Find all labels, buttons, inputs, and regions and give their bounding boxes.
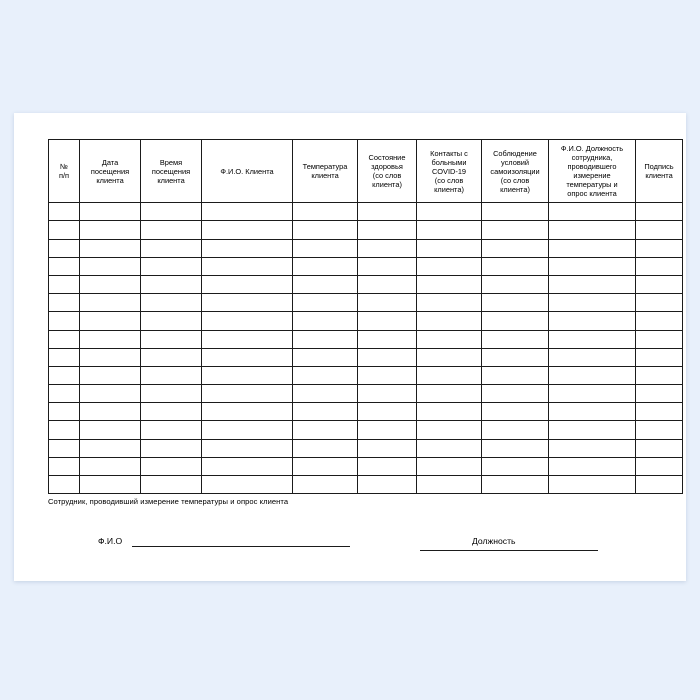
table-cell[interactable] (141, 203, 202, 221)
table-cell[interactable] (482, 294, 549, 312)
table-cell[interactable] (358, 421, 417, 439)
header-line: здоровья (371, 162, 403, 172)
header-line: (со слов (500, 175, 530, 185)
header-line: клиента (311, 171, 339, 181)
table-cell[interactable] (141, 385, 202, 403)
table-cell[interactable] (417, 366, 482, 384)
table-cell[interactable] (80, 421, 141, 439)
header-line: сотрудника, (571, 153, 613, 163)
header-line: п/п (58, 171, 70, 181)
column-header-self-isolation (482, 140, 549, 203)
table-cell[interactable] (49, 312, 80, 330)
table-cell[interactable] (293, 457, 358, 475)
table-row (49, 294, 683, 312)
table-cell[interactable] (80, 457, 141, 475)
table-cell[interactable] (293, 385, 358, 403)
table-cell[interactable] (417, 348, 482, 366)
table-cell[interactable] (293, 348, 358, 366)
table-cell[interactable] (417, 239, 482, 257)
table-cell[interactable] (549, 203, 636, 221)
table-cell[interactable] (49, 239, 80, 257)
table-cell[interactable] (49, 221, 80, 239)
table-cell[interactable] (49, 457, 80, 475)
table-cell[interactable] (141, 221, 202, 239)
table-cell[interactable] (293, 257, 358, 275)
table-cell[interactable] (141, 366, 202, 384)
client-visit-log-table (48, 139, 683, 494)
header-line: измерение (573, 171, 611, 181)
table-cell[interactable] (482, 476, 549, 494)
table-cell[interactable] (358, 348, 417, 366)
table-cell[interactable] (482, 403, 549, 421)
header-line: COVID-19 (431, 166, 467, 176)
header-line: самоизоляции (490, 166, 540, 176)
table-cell[interactable] (202, 203, 293, 221)
header-line: Соблюдение (493, 148, 537, 158)
table-cell[interactable] (49, 366, 80, 384)
table-cell[interactable] (49, 421, 80, 439)
header-line: Контакты с (430, 148, 468, 158)
table-cell[interactable] (80, 203, 141, 221)
table-cell[interactable] (49, 275, 80, 293)
table-cell[interactable] (636, 366, 683, 384)
header-line: Время (159, 157, 183, 167)
table-row (49, 275, 683, 293)
table-cell[interactable] (202, 312, 293, 330)
header-line: температуры и (566, 180, 618, 190)
table-cell[interactable] (482, 312, 549, 330)
table-cell[interactable] (636, 275, 683, 293)
table-cell[interactable] (49, 294, 80, 312)
table-row (49, 421, 683, 439)
table-row (49, 403, 683, 421)
header-line: клиента (157, 175, 185, 185)
table-cell[interactable] (417, 221, 482, 239)
table-cell[interactable] (141, 457, 202, 475)
table-cell[interactable] (482, 421, 549, 439)
position-input-line[interactable] (420, 550, 598, 551)
header-line: клиента (645, 171, 673, 181)
table-cell[interactable] (80, 348, 141, 366)
table-cell[interactable] (202, 457, 293, 475)
header-line: опрос клиента (567, 189, 617, 199)
table-row (49, 239, 683, 257)
table-cell[interactable] (417, 403, 482, 421)
table-cell[interactable] (417, 312, 482, 330)
table-cell[interactable] (549, 476, 636, 494)
table-cell[interactable] (80, 239, 141, 257)
table-cell[interactable] (636, 312, 683, 330)
table-cell[interactable] (417, 385, 482, 403)
column-header-client-name (202, 140, 293, 203)
table-cell[interactable] (636, 257, 683, 275)
table-cell[interactable] (202, 330, 293, 348)
table-row (49, 439, 683, 457)
header-line: клиента) (372, 180, 402, 190)
header-line: Состояние (368, 153, 406, 163)
table-cell[interactable] (549, 439, 636, 457)
header-line: клиента) (500, 184, 530, 194)
table-cell[interactable] (549, 403, 636, 421)
table-cell[interactable] (80, 366, 141, 384)
table-cell[interactable] (549, 239, 636, 257)
table-header (49, 140, 683, 203)
table-cell[interactable] (417, 275, 482, 293)
table-cell[interactable] (202, 257, 293, 275)
column-header-health-state (358, 140, 417, 203)
table-cell[interactable] (202, 366, 293, 384)
table-cell[interactable] (202, 294, 293, 312)
table-cell[interactable] (549, 385, 636, 403)
table-cell[interactable] (202, 403, 293, 421)
table-cell[interactable] (549, 366, 636, 384)
header-line: посещения (151, 166, 191, 176)
table-cell[interactable] (202, 421, 293, 439)
table-cell[interactable] (358, 330, 417, 348)
table-cell[interactable] (293, 366, 358, 384)
table-row (49, 330, 683, 348)
table-cell[interactable] (549, 330, 636, 348)
table-cell[interactable] (482, 457, 549, 475)
table-cell[interactable] (482, 330, 549, 348)
table-cell[interactable] (202, 476, 293, 494)
table-cell[interactable] (482, 366, 549, 384)
table-cell[interactable] (636, 330, 683, 348)
table-cell[interactable] (80, 257, 141, 275)
fio-input-line[interactable] (132, 546, 350, 547)
table-cell[interactable] (80, 221, 141, 239)
table-cell[interactable] (482, 257, 549, 275)
table-row (49, 203, 683, 221)
column-header-temperature (293, 140, 358, 203)
column-header-client-signature (636, 140, 683, 203)
paper-sheet (14, 113, 686, 581)
table-cell[interactable] (141, 257, 202, 275)
table-cell[interactable] (80, 294, 141, 312)
table-cell[interactable] (293, 439, 358, 457)
column-header-staff-name-position (549, 140, 636, 203)
table-cell[interactable] (549, 275, 636, 293)
table-cell[interactable] (417, 294, 482, 312)
table-cell[interactable] (293, 275, 358, 293)
table-cell[interactable] (202, 221, 293, 239)
table-cell[interactable] (141, 294, 202, 312)
table-cell[interactable] (549, 457, 636, 475)
table-cell[interactable] (636, 221, 683, 239)
table-cell[interactable] (293, 203, 358, 221)
table-cell[interactable] (293, 403, 358, 421)
table-cell[interactable] (358, 457, 417, 475)
table-cell[interactable] (358, 403, 417, 421)
header-line: Температура (302, 162, 348, 172)
header-line: Ф.И.О. Клиента (220, 166, 274, 176)
column-header-covid-contacts (417, 140, 482, 203)
header-line: больными (431, 157, 467, 167)
table-cell[interactable] (293, 312, 358, 330)
table-cell[interactable] (636, 385, 683, 403)
table-cell[interactable] (141, 348, 202, 366)
table-row (49, 457, 683, 475)
table-cell[interactable] (358, 366, 417, 384)
header-line: клиента (96, 175, 124, 185)
table-cell[interactable] (141, 476, 202, 494)
table-cell[interactable] (49, 330, 80, 348)
column-header-visit-date (80, 140, 141, 203)
table-cell[interactable] (358, 239, 417, 257)
footer-note: Сотрудник, проводивший измерение температуры и опрос клиента (48, 497, 289, 507)
column-header-visit-time (141, 140, 202, 203)
table-cell[interactable] (636, 476, 683, 494)
table-cell[interactable] (49, 385, 80, 403)
table-body (49, 203, 683, 494)
table-cell[interactable] (417, 257, 482, 275)
table-cell[interactable] (358, 257, 417, 275)
table-cell[interactable] (80, 330, 141, 348)
table-cell[interactable] (141, 312, 202, 330)
table-cell[interactable] (636, 239, 683, 257)
table-cell[interactable] (293, 239, 358, 257)
table-row (49, 312, 683, 330)
table-cell[interactable] (636, 294, 683, 312)
table-cell[interactable] (636, 403, 683, 421)
table-cell[interactable] (80, 275, 141, 293)
table-cell[interactable] (49, 403, 80, 421)
table-cell[interactable] (358, 294, 417, 312)
table-cell[interactable] (482, 385, 549, 403)
table-cell[interactable] (482, 239, 549, 257)
table-cell[interactable] (293, 294, 358, 312)
table-cell[interactable] (482, 203, 549, 221)
table-cell[interactable] (80, 476, 141, 494)
table-cell[interactable] (202, 275, 293, 293)
table-row (49, 476, 683, 494)
table-cell[interactable] (80, 385, 141, 403)
table-cell[interactable] (358, 476, 417, 494)
header-line: Подпись (644, 162, 674, 172)
table-cell[interactable] (549, 421, 636, 439)
header-line: (со слов (434, 175, 464, 185)
header-line: Ф.И.О. Должность (560, 144, 624, 153)
table-cell[interactable] (141, 239, 202, 257)
table-cell[interactable] (482, 439, 549, 457)
header-line: проводившего (567, 162, 617, 172)
table-row (49, 257, 683, 275)
table-cell[interactable] (417, 330, 482, 348)
table-cell[interactable] (49, 348, 80, 366)
table-cell[interactable] (636, 457, 683, 475)
table-cell[interactable] (141, 421, 202, 439)
table-cell[interactable] (80, 403, 141, 421)
table-cell[interactable] (482, 275, 549, 293)
table-cell[interactable] (358, 221, 417, 239)
table-cell[interactable] (202, 239, 293, 257)
table-cell[interactable] (49, 476, 80, 494)
table-cell[interactable] (293, 221, 358, 239)
position-label: Должность (472, 536, 516, 547)
table-cell[interactable] (80, 439, 141, 457)
table-cell[interactable] (417, 457, 482, 475)
table-cell[interactable] (141, 330, 202, 348)
fio-label: Ф.И.О (98, 536, 123, 547)
header-line: № (60, 162, 68, 172)
table-cell[interactable] (636, 439, 683, 457)
table-cell[interactable] (549, 294, 636, 312)
table-row (49, 221, 683, 239)
table-row (49, 348, 683, 366)
table-cell[interactable] (636, 421, 683, 439)
table-cell[interactable] (293, 421, 358, 439)
header-line: клиента) (434, 184, 464, 194)
column-header-number (49, 140, 80, 203)
signature-block (48, 536, 652, 576)
table-cell[interactable] (417, 476, 482, 494)
table-cell[interactable] (202, 348, 293, 366)
table-cell[interactable] (49, 203, 80, 221)
table-cell[interactable] (417, 421, 482, 439)
table-cell[interactable] (549, 348, 636, 366)
table-cell[interactable] (141, 403, 202, 421)
table-row (49, 385, 683, 403)
table-cell[interactable] (358, 312, 417, 330)
table-cell[interactable] (549, 221, 636, 239)
table-cell[interactable] (202, 439, 293, 457)
table-cell[interactable] (141, 439, 202, 457)
table-cell[interactable] (636, 348, 683, 366)
table-cell[interactable] (417, 439, 482, 457)
table-cell[interactable] (49, 257, 80, 275)
table-cell[interactable] (141, 275, 202, 293)
table-cell[interactable] (358, 275, 417, 293)
header-line: (со слов (372, 171, 402, 181)
table-cell[interactable] (482, 221, 549, 239)
header-line: условий (501, 157, 529, 167)
header-line: посещения (90, 166, 130, 176)
table-cell[interactable] (482, 348, 549, 366)
table-cell[interactable] (49, 439, 80, 457)
table-cell[interactable] (549, 257, 636, 275)
table-cell[interactable] (417, 203, 482, 221)
table-row (49, 366, 683, 384)
table-cell[interactable] (549, 312, 636, 330)
table-header-row (49, 140, 683, 203)
table-cell[interactable] (293, 330, 358, 348)
table-cell[interactable] (202, 385, 293, 403)
table-cell[interactable] (80, 312, 141, 330)
form-content (48, 139, 674, 559)
table-cell[interactable] (358, 385, 417, 403)
table-cell[interactable] (636, 203, 683, 221)
table-cell[interactable] (293, 476, 358, 494)
table-cell[interactable] (358, 203, 417, 221)
table-cell[interactable] (358, 439, 417, 457)
header-line: Дата (101, 157, 119, 167)
